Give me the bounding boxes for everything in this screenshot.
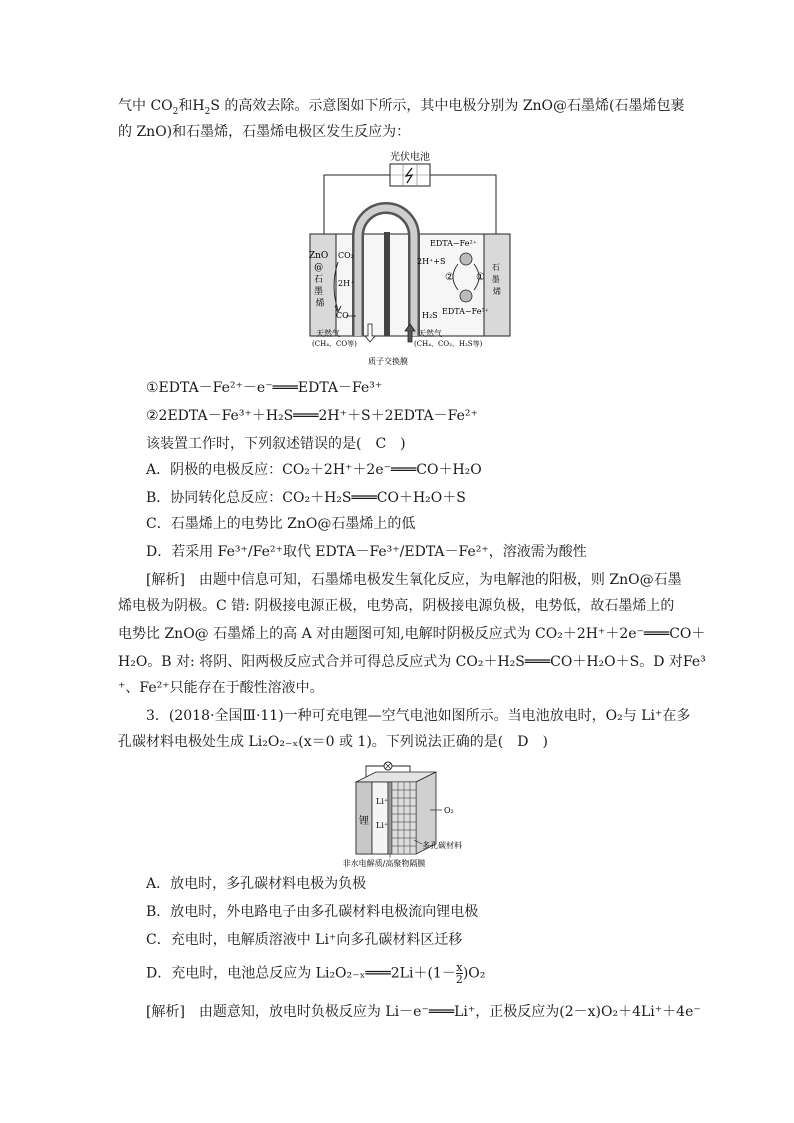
- option-3d: [146, 962, 485, 985]
- intro-text: S 的高效去除。示意图如下所示，其中电极分别为 ZnO@石墨烯(石墨烯包裹: [210, 98, 685, 114]
- membrane-label: 质子交换膜: [368, 357, 408, 366]
- sphere-bottom: [460, 290, 472, 302]
- zno-graphene-electrode: [310, 234, 336, 336]
- option-3d-tail: )O₂: [462, 965, 486, 982]
- option-3c: C．充电时，电解质溶液中 Li⁺向多孔碳材料区迁移: [146, 932, 463, 948]
- explanation-tag: [解析]: [146, 1004, 185, 1020]
- option-b: B．协同转化总反应：CO₂＋H₂S═══CO＋H₂O＋S: [146, 490, 466, 506]
- question-3-line-1: 3．(2018·全国Ⅲ·11)一种可充电锂—空气电池如图所示。当电池放电时，O₂与 Li⁺在多: [146, 708, 691, 724]
- intro-sub: 2: [172, 106, 179, 117]
- li-ion-label-1: Li⁺: [376, 797, 389, 806]
- explanation-2-line-2: 烯电极为阴极。C 错: 阴极接电源正极，电势高，阴极接电源负极，电势低，故石墨烯上的: [118, 598, 675, 614]
- separator: [388, 782, 392, 854]
- co2-label: CO₂: [338, 251, 354, 260]
- intro-line-2: 的 ZnO)和石墨烯，石墨烯电极区发生反应为：: [118, 124, 411, 140]
- gas-out-composition: (CH₄、CO等): [312, 340, 357, 348]
- lithium-label: 锂: [359, 816, 369, 827]
- intro-line-1: [118, 96, 685, 116]
- explanation-2-line-3: 电势比 ZnO@ 石墨烯上的高 A 对由题图可知,电解时阴极反应式为 CO₂＋2H⁺＋2e⁻═══CO＋: [118, 626, 706, 642]
- explanation-tag: [解析]: [146, 572, 185, 588]
- edta-fe3-label: EDTA−Fe³⁺: [442, 307, 489, 316]
- question-3-line-2: 孔碳材料电极处生成 Li₂O₂₋ₓ(x＝0 或 1)。下列说法正确的是( D ): [118, 734, 548, 750]
- electrolysis-diagram: [300, 146, 520, 368]
- gas-in-label: 天然气: [418, 329, 442, 338]
- explanation-2-line-5: ⁺、Fe²⁺只能存在于酸性溶液中。: [118, 680, 324, 696]
- fraction-numerator: x: [456, 961, 463, 974]
- edta-fe2-label: EDTA−Fe²⁺: [430, 239, 477, 248]
- battery-diagram: [318, 758, 478, 870]
- option-c: C．石墨烯上的电势比 ZnO@石墨烯上的低: [146, 516, 416, 532]
- o2-label: O₂: [444, 806, 454, 815]
- gas-out-label: 天然气: [316, 329, 340, 338]
- question-2-stem: 该装置工作时，下列叙述错误的是( C ): [146, 436, 406, 452]
- pv-cell-label: 光伏电池: [390, 152, 430, 163]
- h-plus-label: 2H⁺: [338, 279, 355, 288]
- explanation-text: 由题中信息可知，石墨烯电极发生氧化反应，为电解池的阳极，则 ZnO@石墨: [184, 572, 682, 588]
- h2s-label: H₂S: [422, 311, 438, 320]
- option-a: A．阴极的电极反应：CO₂＋2H⁺＋2e⁻═══CO＋H₂O: [146, 462, 482, 478]
- explanation-2-line-4: H₂O。B 对: 将阴、阳两极反应式合并可得总反应式为 CO₂＋H₂S═══CO＋H₂O＋S。D 对Fe³: [118, 654, 706, 670]
- option-3b: B．放电时，外电路电子由多孔碳材料电极流向锂电极: [146, 904, 479, 920]
- step-1-label: ①: [476, 272, 485, 283]
- separator-label: 非水电解质/高聚物隔膜: [342, 859, 426, 868]
- porous-carbon-label: 多孔碳材料: [422, 841, 462, 850]
- left-electrode-label: ZnO @ 石 墨 烯: [308, 251, 329, 309]
- equation-1: ①EDTA－Fe²⁺－e⁻═══EDTA－Fe³⁺: [146, 380, 383, 396]
- graphene-electrode: [484, 234, 510, 336]
- explanation-2-line-1: [146, 570, 682, 590]
- intro-text: 气中 CO: [118, 98, 173, 114]
- option-d: D．若采用 Fe³⁺/Fe²⁺取代 EDTA－Fe³⁺/EDTA－Fe²⁺，溶液需为酸性: [146, 544, 587, 560]
- electrolyte: [372, 782, 388, 854]
- gas-in-composition: (CH₄、CO₂、H₂S等): [414, 340, 483, 348]
- proton-exchange-membrane: [384, 232, 390, 336]
- porous-carbon-grid: [392, 782, 416, 854]
- sphere-top: [460, 253, 472, 265]
- option-3a: A．放电时，多孔碳材料电极为负极: [146, 876, 367, 892]
- explanation-text: 由题意知，放电时负极反应为 Li－e⁻═══Li⁺，正极反应为(2－x)O₂＋4Li⁺＋4e⁻: [184, 1004, 701, 1020]
- fraction: [456, 962, 463, 985]
- equation-2: ②2EDTA－Fe³⁺＋H₂S═══2H⁺＋S＋2EDTA－Fe²⁺: [146, 408, 478, 424]
- intro-sub: 2: [204, 106, 211, 117]
- h-s-label: 2H⁺+S: [417, 257, 446, 266]
- li-ion-label-2: Li⁺: [376, 821, 389, 830]
- step-2-label: ②: [445, 272, 454, 283]
- intro-text: 和H: [178, 98, 205, 114]
- co-label: CO: [336, 311, 349, 320]
- explanation-3-line-1: [146, 1002, 701, 1022]
- option-3d-text: D．充电时，电池总反应为 Li₂O₂₋ₓ═══2Li＋(1－: [146, 965, 456, 982]
- fraction-denominator: 2: [455, 973, 463, 986]
- right-electrode-label: 石 墨 烯: [491, 263, 501, 296]
